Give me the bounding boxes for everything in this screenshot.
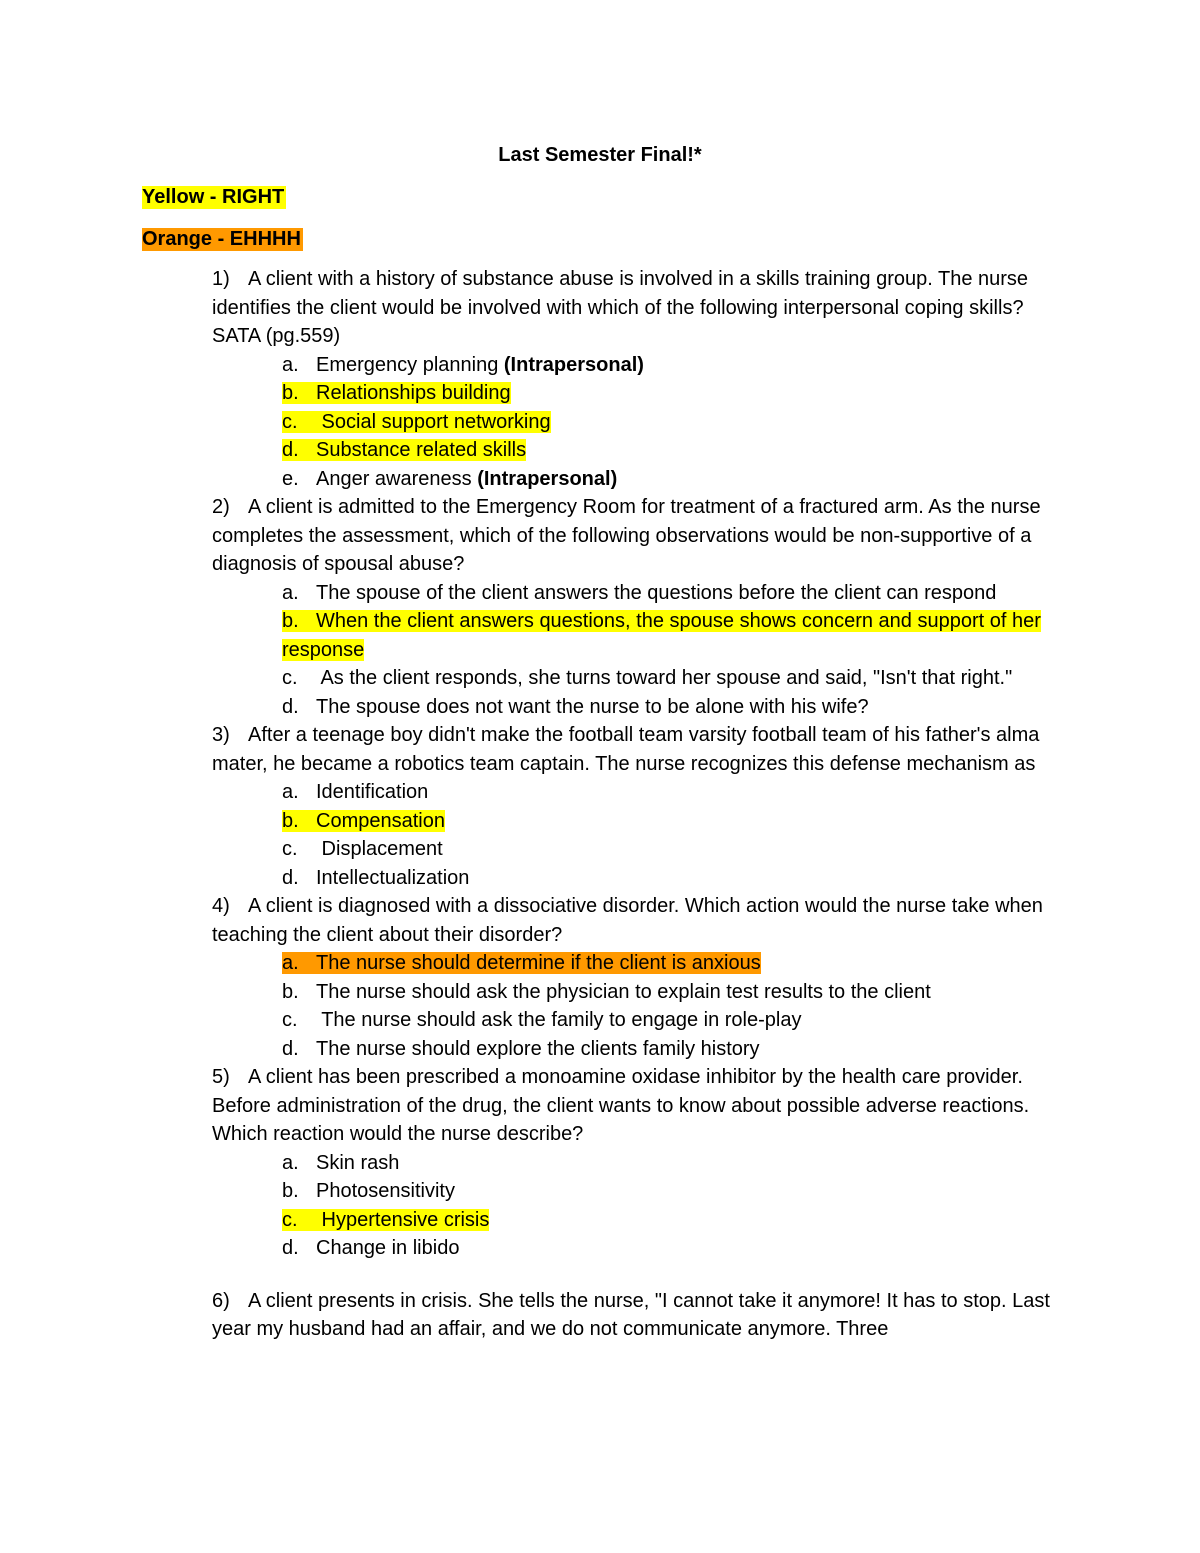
option-note: (Intrapersonal) [503, 353, 644, 376]
option-2d: d. The spouse does not want the nurse to be alone with his wife? [282, 695, 869, 718]
option-4a: a. The nurse should determine if the client is anxious [282, 952, 761, 974]
legend-orange [142, 226, 303, 252]
question-1 [212, 265, 1072, 493]
option-3b: b. Compensation [282, 809, 445, 832]
legend-orange-label: Orange - EHHHH [142, 228, 301, 250]
question-text: 1) A client with a history of substance abuse is involved in a skills training group. The nurse identifies the client would be involved with which of the following interpersonal coping skills? SATA (pg.559) [212, 265, 1072, 351]
question-list [212, 265, 1072, 1344]
option-5b: b. Photosensitivity [282, 1180, 455, 1202]
option-3d: d. Intellectualization [282, 866, 470, 889]
question-3 [212, 721, 1072, 892]
question-4 [212, 892, 1072, 1063]
option-3c: c. Displacement [282, 838, 443, 860]
option-list [212, 949, 1072, 1063]
option-2b: b. When the client answers questions, the spouse shows concern and support of her response [282, 610, 1041, 661]
option-5d: d. Change in libido [282, 1237, 460, 1259]
option-1a: a. Emergency planning (Intrapersonal) [282, 353, 644, 376]
option-2a: a. The spouse of the client answers the questions before the client can respond [282, 581, 997, 604]
question-text: 4) A client is diagnosed with a dissociative disorder. Which action would the nurse take when teaching the client about their disorder? [212, 892, 1072, 949]
option-4d: d. The nurse should explore the clients family history [282, 1037, 760, 1060]
option-1c: c. Social support networking [282, 410, 551, 433]
option-1e: e. Anger awareness (Intrapersonal) [282, 467, 618, 490]
question-text: 2) A client is admitted to the Emergency Room for treatment of a fractured arm. As the nurse completes the assessment, which of the following observations would be non-supportive of a diagnosis of spousal abuse? [212, 493, 1072, 579]
option-list [212, 579, 1072, 722]
option-2c: c. As the client responds, she turns toward her spouse and said, "Isn't that right." [282, 667, 1013, 689]
question-number: 1) [212, 268, 230, 290]
question-number: 4) [212, 895, 230, 917]
legend-yellow-label: Yellow - RIGHT [142, 186, 285, 208]
option-1d: d. Substance related skills [282, 439, 527, 461]
option-4b: b. The nurse should ask the physician to explain test results to the client [282, 980, 931, 1003]
option-note: (Intrapersonal) [477, 467, 618, 490]
question-number: 6) [212, 1289, 230, 1312]
option-1b: b. Relationships building [282, 382, 511, 404]
question-6 [212, 1287, 1072, 1344]
option-3a: a. Identification [282, 781, 429, 803]
question-text: 5) A client has been prescribed a monoamine oxidase inhibitor by the health care provider. Before administration of the drug, the client wants to know about possible adverse reactions. Which reaction would the nurse describe? [212, 1063, 1072, 1149]
option-list [212, 351, 1072, 494]
option-5a: a. Skin rash [282, 1151, 400, 1174]
question-number: 5) [212, 1066, 230, 1088]
legend-yellow [142, 184, 286, 210]
question-number: 3) [212, 724, 230, 746]
option-4c: c. The nurse should ask the family to engage in role-play [282, 1009, 802, 1031]
question-number: 2) [212, 496, 230, 518]
option-list [212, 1149, 1072, 1263]
question-text: 6) A client presents in crisis. She tells the nurse, "I cannot take it anymore! It has to stop. Last year my husband had an affair, and we do not communicate anymore. Three [212, 1287, 1072, 1344]
option-list [212, 778, 1072, 892]
option-5c: c. Hypertensive crisis [282, 1208, 490, 1231]
spacer [212, 1263, 1072, 1287]
page-title: Last Semester Final!* [498, 144, 702, 166]
question-5 [212, 1063, 1072, 1263]
question-2 [212, 493, 1072, 721]
question-text: 3) After a teenage boy didn't make the football team varsity football team of his father's alma mater, he became a robotics team captain. The nurse recognizes this defense mechanism as [212, 721, 1072, 778]
